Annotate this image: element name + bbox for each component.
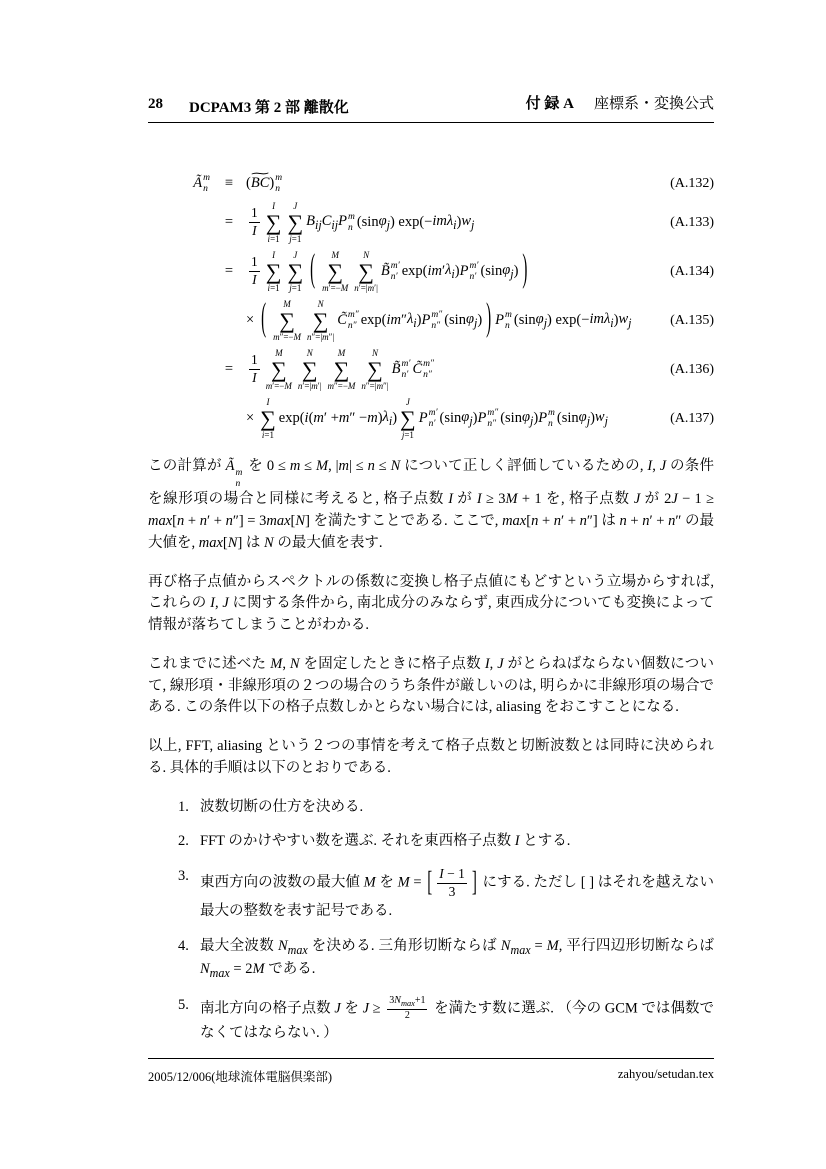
list-item: [148, 831, 714, 853]
header-left: [148, 96, 349, 117]
list-item-number: 4.: [178, 937, 189, 954]
paragraph: この計算が Ã m n を 0 ≤ m ≤ M, |m| ≤ n ≤ N について正しく評価しているための, I, J の条件を線形項の場合と同様に考えると, 格子点数 I が I ≥ 3M + 1 を, 格子点数 J が 2J − 1 ≥ max[n + n′ + n″] = 3max[N] を満たすことである. ここで, max[n + n′ + n″] は n + n′ + n″ の最大値を, max[N] は N の最大値を表す.: [148, 457, 715, 551]
header-right: [526, 92, 714, 113]
equation-row: [148, 349, 714, 391]
list-item-text: 最大全波数 $N_{max}$ を決める. 三角形切断ならば $N_{max} = M$, 平行四辺形切断ならば $N_{max} = 2M$ である.: [200, 937, 715, 980]
list-item-number: 3.: [178, 868, 189, 885]
list-item-text: 東西方向の波数の最大値 M を M = [ $\frac{I - 1}{3}$ ] にする. ただし [ ] はそれを越えない最大の整数を表す記号である.: [200, 866, 715, 919]
footer-left-text: 2005/12/006(地球流体電脳倶楽部): [148, 1070, 333, 1084]
list-item-number: 2.: [178, 833, 189, 850]
list-item: [148, 797, 714, 819]
equation-block: [148, 173, 714, 440]
equation-operator: =: [224, 214, 234, 231]
paragraph: これまでに述べた M, N を固定したときに格子点数 I, J がとらねばならない個数について, 線形項・非線形項の２つの場合のうち条件が厳しいのは, 明らかに非線形項の場合である. この条件以下の格子点数しかとらない場合には, aliasing をおこすことになる.: [148, 655, 715, 716]
equation-body: 1 I I ∑ i=1 J ∑ j=1 $B_{ij}C_{ij}P$ m n (sin $\varphi_j$ ) exp(− imλ$_i$ ) $w_j$: [251, 200, 475, 244]
equation-operator: =: [224, 263, 234, 280]
header-left-title: DCPAM3 第 2 部 離散化: [189, 100, 349, 116]
equation-row: [148, 173, 714, 195]
paragraph: 以上, FFT, aliasing という２つの事情を考えて格子点数と切断波数とは同時に決められる. 具体的手順は以下のとおりである.: [148, 738, 714, 776]
equation-operator: =: [224, 361, 234, 378]
equation-row: [148, 251, 714, 293]
page-number: 28: [148, 96, 163, 112]
equation-number: (A.137): [670, 410, 714, 426]
equation-operator: ≡: [224, 175, 234, 192]
list-item-text: 波数切断の仕方を決める.: [200, 798, 364, 815]
equation-body: ( BC ∼ ) m n: [246, 173, 670, 195]
paragraph: 再び格子点値からスペクトルの係数に変換し格子点値にもどすという立場からすれば, これらの I, J に関する条件から, 南北成分のみならず, 東西成分についても変換によって情報が落ちてしまうことがわかる.: [148, 573, 714, 634]
list-item: [148, 866, 714, 923]
equation-row: [148, 398, 714, 440]
equation-body: × ( M ∑ m″=−M N ∑ n″=|m″| C̃ m″ n″ exp( im ″ $\lambda_i$ ) P m″ n″ (sin $\varphi_j$ ) ) P m n (sin $\varphi_j$ ) exp(− imλ$_i$ ) $w_j$: [246, 298, 632, 342]
header-right-title: 座標系・変換公式: [593, 96, 714, 112]
page-footer: [148, 1058, 714, 1085]
equation-number: (A.136): [670, 361, 714, 377]
equation-number: (A.132): [670, 175, 714, 191]
equation-row: [148, 202, 714, 244]
equation-body: × I ∑ i=1 exp( i ( m ′ + m ″ − m ) $\lambda_i$ ) J ∑ j=1 P m′ n′ (sin $\varphi_j$ ) P m″ n″ (sin $\varphi_j$ ) P m n (sin $\varphi_j$ ) $w_j$: [246, 396, 608, 440]
list-item: [148, 936, 714, 982]
page-header: [148, 92, 714, 117]
equation-number: (A.134): [670, 263, 714, 279]
list-item-number: 5.: [178, 996, 189, 1013]
procedure-list: [148, 797, 714, 1045]
equation-number: (A.135): [670, 312, 714, 328]
equation-lhs: Ã m n: [193, 173, 210, 194]
list-item-text: FFT のかけやすい数を選ぶ. それを東西格子点数 I とする.: [200, 833, 571, 850]
equation-row: [148, 300, 714, 342]
list-item-text: 南北方向の格子点数 J を J ≥ $3N_{max}+1$ 2 を満たす数に選ぶ. （今の GCM では偶数でなくてはならない. ）: [200, 994, 714, 1041]
equation-body: 1 I I ∑ i=1 J ∑ j=1 ( M ∑ m′=−M N ∑ n′=|m′| B̃ m′ n′ exp( im ′ $\lambda_i$ ) P m′ n′ (sin $\varphi_j$ ) ): [251, 249, 528, 293]
equation-number: (A.133): [670, 214, 714, 230]
list-item: [148, 995, 714, 1045]
equation-body: 1 I M ∑ m′=−M N ∑ n′=|m′| M ∑ m″=−M N ∑ n″=|m″| B̃ m′ n′ C̃ m″ n″: [251, 347, 434, 391]
header-rule: [148, 122, 714, 123]
body-paragraphs: [148, 456, 714, 780]
list-item-number: 1.: [178, 798, 189, 815]
header-appendix-label: 付 録 A: [525, 96, 574, 112]
footer-right-text: zahyou/setudan.tex: [617, 1067, 714, 1081]
